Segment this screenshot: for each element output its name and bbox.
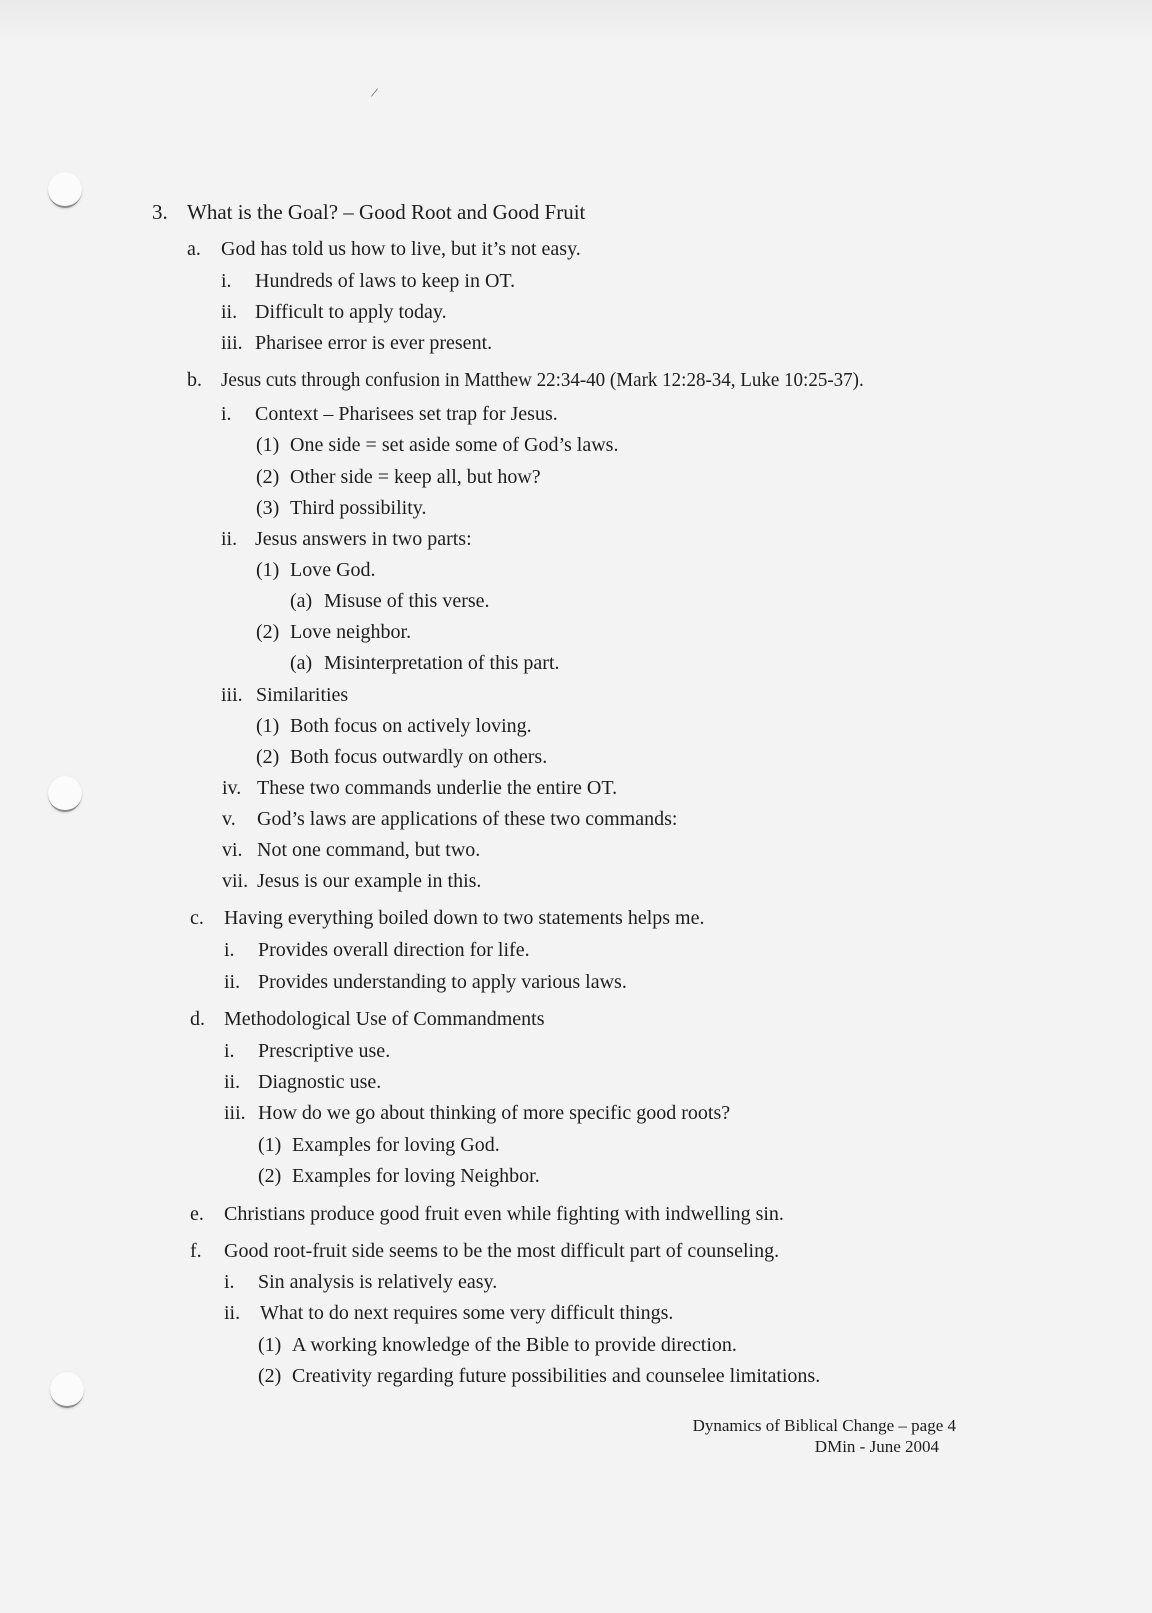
outline-label: (1) [256,434,280,456]
outline-label: e. [190,1203,204,1225]
outline-text: Methodological Use of Commandments [224,1008,545,1030]
punch-hole-middle [48,776,82,812]
outline-label: i. [224,1040,235,1062]
outline-text: A working knowledge of the Bible to provide direction. [292,1334,737,1356]
outline-text: God’s laws are applications of these two commands: [257,808,678,830]
outline-label: (2) [258,1165,282,1187]
outline-text: Similarities [256,684,349,706]
outline-label: ii. [224,1302,241,1324]
outline-label: v. [222,808,236,830]
outline-text: Jesus cuts through confusion in Matthew 22:34-40 (Mark 12:28-34, Luke 10:25-37). [221,369,864,391]
outline-label: b. [187,369,202,391]
outline-label: i. [224,939,235,961]
outline-label: 3. [152,200,168,224]
outline-text: Other side = keep all, but how? [290,466,541,488]
outline-text: These two commands underlie the entire OT. [257,777,618,799]
outline-label: (a) [290,652,313,674]
outline-text: Both focus on actively loving. [290,715,532,737]
outline-label: ii. [221,301,238,323]
outline-label: i. [221,270,232,292]
outline-label: d. [190,1008,205,1030]
outline-text: God has told us how to live, but it’s not easy. [221,238,581,260]
outline-label: (1) [258,1334,282,1356]
outline-label: (2) [258,1365,282,1387]
footer-date: DMin - June 2004 [814,1437,939,1456]
outline-label: (2) [256,466,280,488]
outline-text: Misinterpretation of this part. [324,652,560,674]
outline-text: Christians produce good fruit even while fighting with indwelling sin. [224,1203,784,1225]
outline-label: i. [221,403,232,425]
outline-text: Misuse of this verse. [324,590,490,612]
outline-label: iii. [221,332,243,354]
outline-text: Love God. [290,559,376,581]
outline-text: Hundreds of laws to keep in OT. [255,270,516,292]
outline-text: Examples for loving God. [292,1134,500,1156]
outline-label: ii. [224,971,241,993]
outline-text: Context – Pharisees set trap for Jesus. [255,403,558,425]
outline-text: Diagnostic use. [258,1071,382,1093]
outline-text: Jesus is our example in this. [257,870,482,892]
outline-label: i. [224,1271,235,1293]
outline-text: Examples for loving Neighbor. [292,1165,540,1187]
outline-label: iii. [221,684,243,706]
outline-text: Good root-fruit side seems to be the most difficult part of counseling. [224,1240,780,1262]
outline-text: Difficult to apply today. [255,301,447,323]
outline-label: (2) [256,621,280,643]
outline-label: (1) [256,715,280,737]
outline-label: a. [187,238,201,260]
outline-text: Pharisee error is ever present. [255,332,493,354]
outline-label: iv. [222,777,242,799]
outline-label: (1) [258,1134,282,1156]
outline-text: Not one command, but two. [257,839,481,861]
outline-label: iii. [224,1102,246,1124]
outline-label: vii. [222,870,249,892]
outline-text: How do we go about thinking of more specific good roots? [258,1102,731,1124]
outline-label: ii. [221,528,238,550]
outline-text: Love neighbor. [290,621,412,643]
outline-text: Creativity regarding future possibilities and counselee limitations. [292,1365,821,1387]
outline-text: Third possibility. [290,497,427,519]
outline-text: One side = set aside some of God’s laws. [290,434,619,456]
outline-label: (a) [290,590,313,612]
outline-text: Jesus answers in two parts: [255,528,472,550]
outline-label: vi. [222,839,243,861]
outline-text: Prescriptive use. [258,1040,391,1062]
outline-label: c. [190,907,204,929]
outline-text: Having everything boiled down to two statements helps me. [224,907,705,929]
outline-text: Provides understanding to apply various laws. [258,971,627,993]
footer-title: Dynamics of Biblical Change – page 4 [692,1416,956,1435]
outline-text: Provides overall direction for life. [258,939,530,961]
punch-hole-bottom [50,1372,84,1408]
outline-label: (3) [256,497,280,519]
outline-text: Both focus outwardly on others. [290,746,548,768]
scan-mark: / [369,85,379,102]
outline-text: Sin analysis is relatively easy. [258,1271,498,1293]
scan-shadow [0,0,1152,40]
outline-label: ii. [224,1071,241,1093]
page-footer [693,1415,956,1457]
outline-label: f. [190,1240,202,1262]
outline-label: (2) [256,746,280,768]
outline-text: What is the Goal? – Good Root and Good Fruit [187,200,586,224]
outline-text: What to do next requires some very difficult things. [260,1302,674,1324]
punch-hole-top [48,172,82,208]
outline-label: (1) [256,559,280,581]
